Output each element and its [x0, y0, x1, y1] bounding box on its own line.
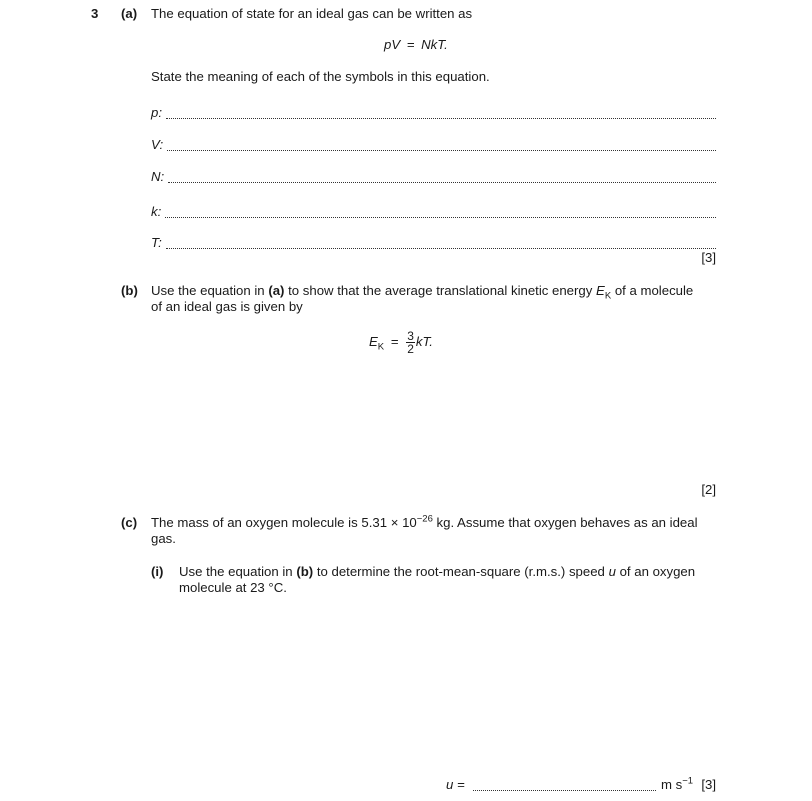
- answer-unit: [661, 777, 693, 793]
- symbol: E: [596, 283, 605, 298]
- answer-label-u: u =: [446, 777, 465, 792]
- subscript: K: [377, 341, 385, 353]
- symbol-label: V:: [151, 137, 164, 152]
- text: Use the equation in: [179, 564, 293, 579]
- dotted-answer-line[interactable]: [167, 139, 716, 151]
- answer-line-p[interactable]: [151, 105, 716, 121]
- symbol-label: N:: [151, 169, 165, 184]
- part-a-marks: [3]: [701, 250, 716, 265]
- dotted-answer-line-u[interactable]: [473, 782, 656, 791]
- answer-line-v[interactable]: [151, 137, 716, 153]
- ref: (b): [296, 564, 314, 579]
- symbol-label: k:: [151, 204, 162, 219]
- fraction: [406, 330, 415, 355]
- subscript: K: [604, 290, 612, 302]
- rhs: kT.: [415, 334, 433, 349]
- ideal-gas-equation: pV = NkT.: [384, 37, 448, 52]
- symbol-label: T:: [151, 235, 162, 250]
- numerator: 3: [407, 329, 414, 344]
- answer-line-k[interactable]: [151, 204, 716, 220]
- text: Use the equation in: [151, 283, 265, 298]
- part-c-line-1: [151, 515, 698, 531]
- text: The mass of an oxygen molecule is 5.31 × 10: [151, 515, 417, 530]
- text: to determine the root-mean-square (r.m.s.) speed: [316, 564, 605, 579]
- dotted-answer-line[interactable]: [168, 171, 716, 183]
- part-b-marks: [2]: [701, 482, 716, 497]
- part-a-instruction: State the meaning of each of the symbols in this equation.: [151, 69, 490, 84]
- part-c-i-line-1: [179, 564, 695, 580]
- dotted-answer-line[interactable]: [165, 206, 716, 218]
- dotted-answer-line[interactable]: [166, 237, 716, 249]
- part-c-i-line-2: molecule at 23 °C.: [179, 580, 287, 595]
- symbol: u: [608, 564, 616, 579]
- unit-exponent: −1: [682, 775, 694, 787]
- answer-line-t[interactable]: [151, 235, 716, 251]
- exponent: −26: [416, 513, 433, 525]
- part-c-i-label: (i): [151, 564, 164, 579]
- part-c-line-2: gas.: [151, 531, 176, 546]
- unit: m s: [661, 777, 683, 792]
- text: of an oxygen: [619, 564, 696, 579]
- part-c-label: (c): [121, 515, 138, 530]
- question-number: 3: [91, 6, 99, 21]
- symbol-label: p:: [151, 105, 162, 120]
- part-b-label: (b): [121, 283, 138, 298]
- denominator: 2: [407, 342, 414, 357]
- part-c-i-marks: [3]: [701, 777, 716, 792]
- kinetic-energy-equation: [369, 330, 433, 355]
- part-a-label: (a): [121, 6, 138, 21]
- dotted-answer-line[interactable]: [166, 107, 716, 119]
- text: of a molecule: [614, 283, 694, 298]
- text: kg. Assume that oxygen behaves as an ideal: [436, 515, 698, 530]
- part-b-line-2: of an ideal gas is given by: [151, 299, 303, 314]
- part-a-intro: The equation of state for an ideal gas can be written as: [151, 6, 473, 21]
- answer-line-n[interactable]: [151, 169, 716, 185]
- part-b-line-1: [151, 283, 694, 302]
- ref: (a): [268, 283, 285, 298]
- equals: =: [390, 334, 399, 349]
- lhs: E: [369, 334, 378, 349]
- text: to show that the average translational kinetic energy: [288, 283, 593, 298]
